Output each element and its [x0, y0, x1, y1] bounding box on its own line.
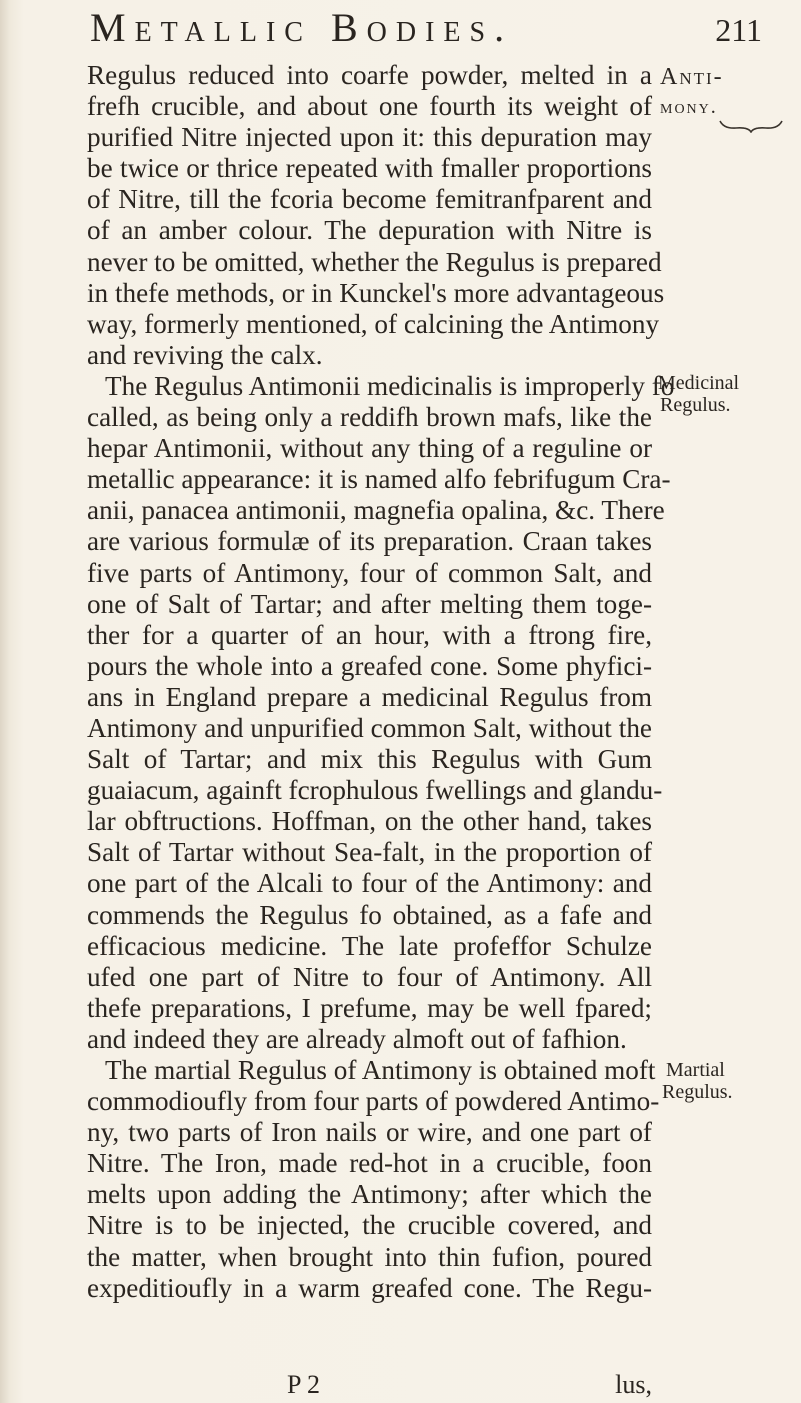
text-line: never to be omitted, whether the Regulus is prepared — [87, 246, 662, 277]
text-line: in thefe methods, or in Kunckel's more advantageous — [87, 277, 665, 308]
margin-note-antimony-2: mony. — [660, 96, 718, 118]
text-line: The martial Regulus of Antimony is obtained moft — [105, 1055, 656, 1085]
text-line: one part of the Alcali to four of the Antimony: and — [87, 868, 652, 899]
text-line: five parts of Antimony, four of common Salt, and — [87, 557, 652, 588]
text-line: Nitre is to be injected, the crucible covered, and — [87, 1210, 652, 1241]
text-line: and indeed they are already almoft out of fafhion. — [87, 1023, 627, 1054]
text-line: ther for a quarter of an hour, with a ftrong fire, — [87, 619, 652, 650]
text-line: one of Salt of Tartar; and after melting them toge- — [87, 588, 652, 619]
brace-shape — [718, 119, 784, 133]
text-line: guaiacum, againft fcrophulous fwellings and glandu- — [87, 775, 663, 806]
page-footer — [87, 1370, 652, 1400]
margin-brace-icon — [718, 117, 784, 138]
text-line: way, formerly mentioned, of calcining the Antimony — [87, 308, 660, 339]
text-line: expeditioufly in a warm greafed cone. The Regu- — [87, 1272, 652, 1303]
text-line: hepar Antimonii, without any thing of a reguline or — [87, 433, 652, 464]
text-line: of an amber colour. The depuration with Nitre is — [87, 215, 652, 246]
text-line: the matter, when brought into thin fufion, poured — [87, 1241, 652, 1272]
text-line: purified Nitre injected upon it: this depuration may — [87, 122, 652, 153]
catchword: lus, — [615, 1370, 652, 1399]
text-line: lar obftructions. Hoffman, on the other hand, takes — [87, 806, 652, 837]
text-line: frefh crucible, and about one fourth its weight of — [87, 91, 652, 122]
text-line: pours the whole into a greafed cone. Some phyfici- — [87, 650, 652, 681]
text-line: Antimony and unpurified common Salt, without the — [87, 712, 652, 743]
page-header — [62, 4, 762, 58]
margin-note-antimony-1: Anti- — [660, 64, 724, 90]
margin-note-martial-1: Martial — [666, 1059, 725, 1081]
text-line: efficacious medicine. The late profeffor Schulze — [87, 930, 652, 961]
text-line: ans in England prepare a medicinal Regulus from — [87, 681, 652, 712]
text-line: The Regulus Antimonii medicinalis is improperly fo — [105, 370, 675, 401]
margin-note-medicinal-2: Regulus. — [660, 394, 731, 416]
text-line: called, as being only a reddifh brown mafs, like the — [87, 402, 652, 433]
text-line: thefe preparations, I prefume, may be well fpared; — [87, 992, 652, 1023]
text-line: Salt of Tartar without Sea-falt, in the proportion of — [87, 837, 652, 868]
page-number: 211 — [715, 12, 762, 48]
text-line: anii, panacea antimonii, magnefia opalina, &c. There — [87, 495, 665, 526]
text-line: metallic appearance: it is named alfo febrifugum Cra- — [87, 464, 671, 495]
text-line: melts upon adding the Antimony; after which the — [87, 1179, 652, 1210]
text-line: and reviving the calx. — [87, 339, 323, 370]
text-line: Nitre. The Iron, made red-hot in a crucible, foon — [87, 1148, 652, 1179]
running-head: Metallic Bodies. — [90, 5, 514, 50]
text-line: ufed one part of Nitre to four of Antimony. All — [87, 961, 652, 992]
text-line: commodioufly from four parts of powdered Antimo- — [87, 1086, 660, 1117]
signature-mark: P 2 — [287, 1370, 320, 1399]
text-line: commends the Regulus fo obtained, as a fafe and — [87, 899, 652, 930]
margin-note-medicinal-1: Medicinal — [658, 372, 740, 394]
text-line: ny, two parts of Iron nails or wire, and one part of — [87, 1117, 652, 1148]
text-line: are various formulæ of its preparation. Craan takes — [87, 526, 652, 557]
text-line: Regulus reduced into coarfe powder, melted in a — [87, 60, 652, 90]
body-text — [87, 60, 675, 1304]
margin-note-martial-2: Regulus. — [662, 1081, 733, 1103]
text-line: Salt of Tartar; and mix this Regulus with Gum — [87, 744, 652, 775]
text-line: be twice or thrice repeated with fmaller proportions — [87, 153, 652, 184]
text-line: of Nitre, till the fcoria become femitranfparent and — [87, 184, 652, 215]
